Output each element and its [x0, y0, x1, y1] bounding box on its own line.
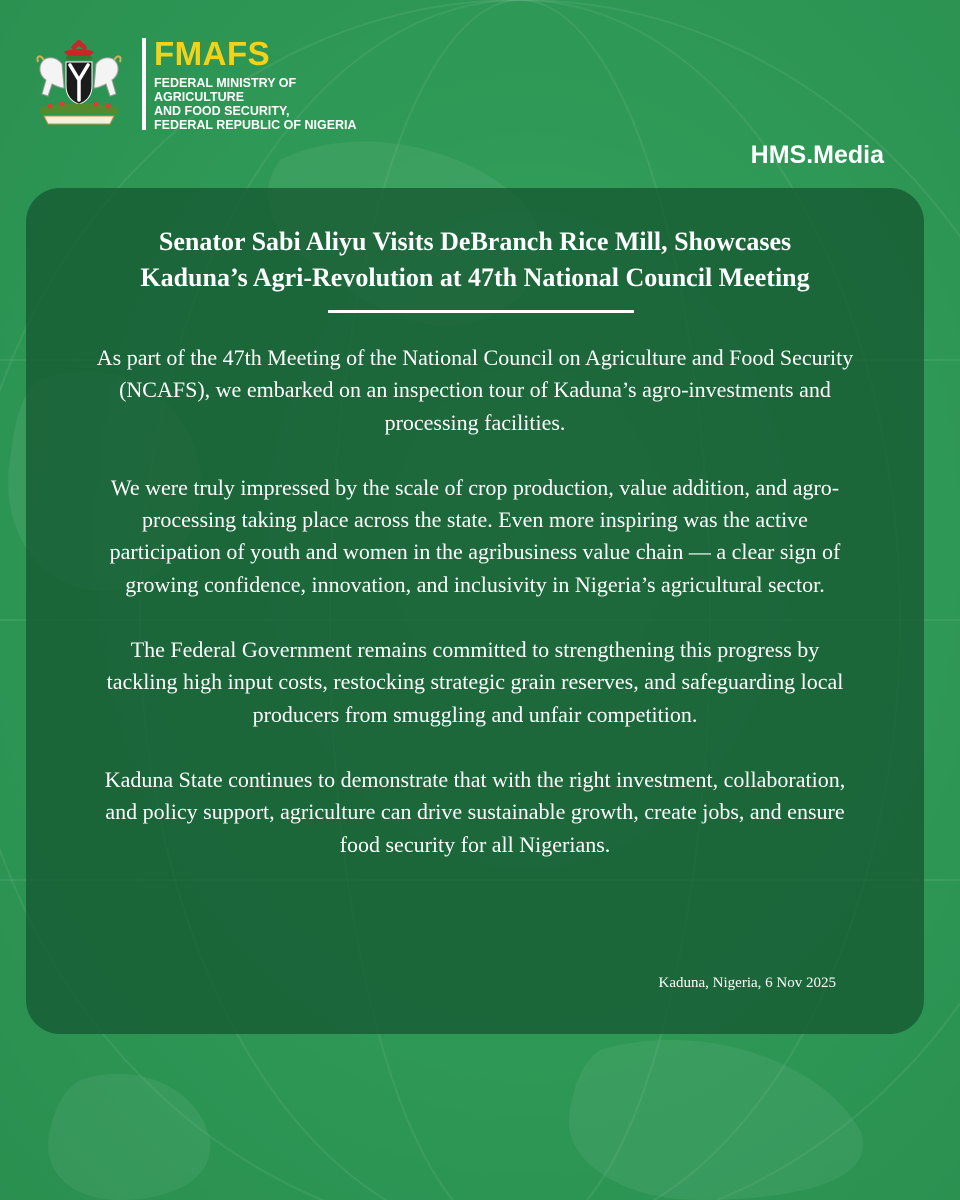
headline-line: Kaduna’s Agri-Revolution at 47th National Council Meeting: [140, 263, 810, 292]
body-paragraph: Kaduna State continues to demonstrate that with the right investment, collaboration, and policy support, agriculture can drive sustainable growth, create jobs, and ensure food security for all Nigerians.: [104, 766, 846, 857]
body-paragraph: The Federal Government remains committed to strengthening this progress by tackling high input costs, restocking strategic grain reserves, and safeguarding local producers from smuggling and unfair competition.: [106, 637, 844, 727]
ministry-name-line: AGRICULTURE: [154, 90, 245, 104]
ministry-name-line: FEDERAL MINISTRY OF: [154, 76, 297, 90]
ministry-acronym: FMAFS: [154, 35, 271, 72]
body-paragraph: As part of the 47th Meeting of the National Council on Agriculture and Food Security (NCAFS), we embarked on an inspection tour of Kaduna’s agro-investments and processing facilities.: [96, 345, 854, 435]
nigeria-coat-of-arms-icon: [26, 34, 132, 130]
press-release-card: [26, 188, 924, 1034]
headline-underline: [328, 310, 634, 313]
logo-divider: [142, 38, 146, 130]
ministry-name-line: FEDERAL REPUBLIC OF NIGERIA: [154, 118, 357, 132]
dateline: Kaduna, Nigeria, 6 Nov 2025: [658, 975, 836, 991]
media-handle: HMS.Media: [750, 141, 884, 169]
ministry-logo: [26, 34, 366, 134]
ministry-name-line: AND FOOD SECURITY,: [154, 104, 290, 118]
headline-line: Senator Sabi Aliyu Visits DeBranch Rice Mill, Showcases: [158, 227, 792, 256]
body-paragraph: We were truly impressed by the scale of crop production, value addition, and agro-processing taking place across the state. Even more inspiring was the active participation of youth and women in the agribusiness value chain — a clear sign of growing confidence, innovation, and inclusivity in Nigeria’s agricultural sector.: [109, 474, 841, 597]
headline: [46, 224, 904, 296]
article-body: [96, 342, 854, 894]
